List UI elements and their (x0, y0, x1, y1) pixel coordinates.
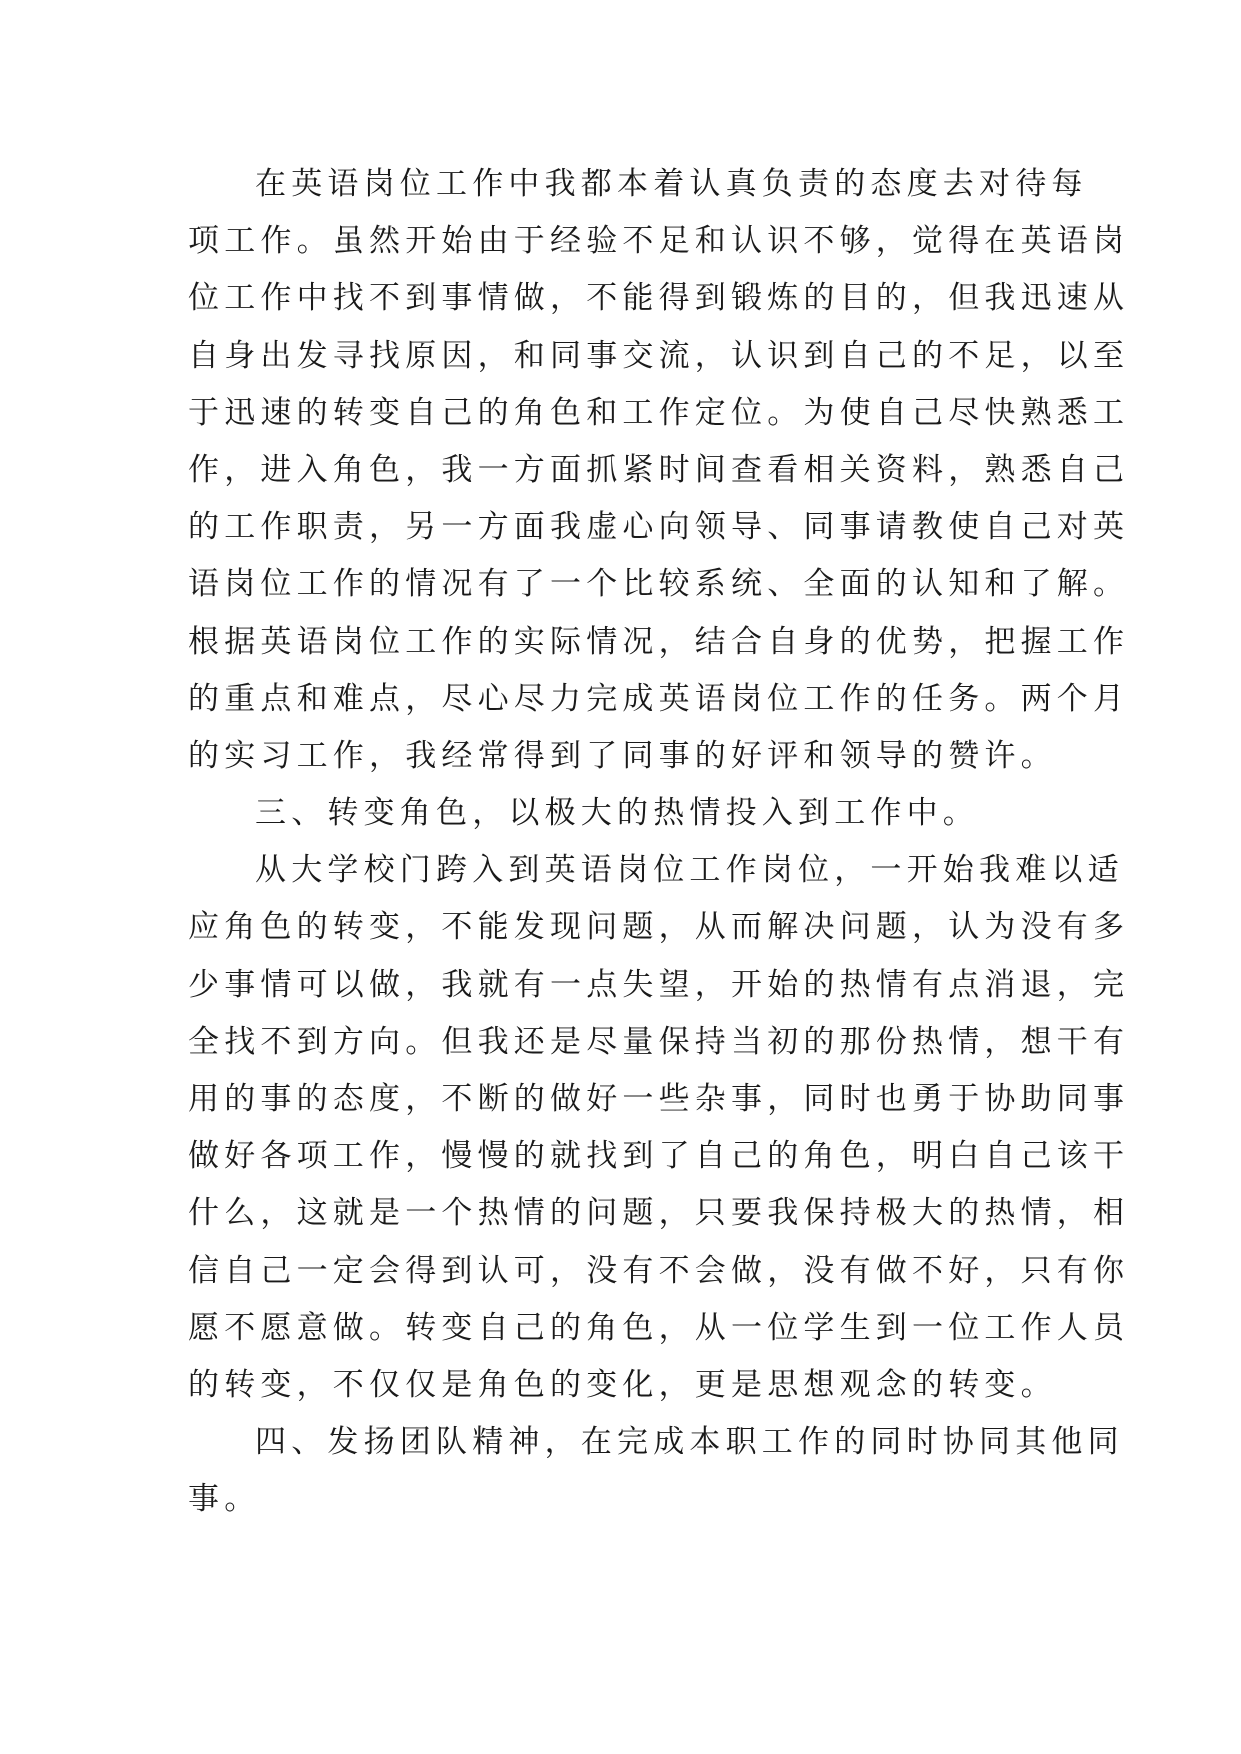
paragraph-line: 的转变，不仅仅是角色的变化，更是思想观念的转变。 (188, 1366, 1057, 1403)
paragraph-line: 少事情可以做，我就有一点失望，开始的热情有点消退，完 (188, 966, 1130, 1003)
paragraph-line: 于迅速的转变自己的角色和工作定位。为使自己尽快熟悉工 (188, 394, 1130, 431)
paragraph-line: 应角色的转变，不能发现问题，从而解决问题，认为没有多 (188, 909, 1130, 946)
paragraph-line: 位工作中找不到事情做，不能得到锻炼的目的，但我迅速从 (188, 280, 1130, 317)
paragraph-line: 自身出发寻找原因，和同事交流，认识到自己的不足，以至 (188, 337, 1130, 374)
document-body (188, 156, 1130, 1529)
paragraph-line: 什么，这就是一个热情的问题，只要我保持极大的热情，相 (188, 1195, 1130, 1232)
paragraph-line: 全找不到方向。但我还是尽量保持当初的那份热情，想干有 (188, 1023, 1130, 1060)
paragraph-line: 的重点和难点，尽心尽力完成英语岗位工作的任务。两个月 (188, 680, 1130, 717)
paragraph-line: 用的事的态度，不断的做好一些杂事，同时也勇于协助同事 (188, 1081, 1130, 1117)
paragraph-line: 愿不愿意做。转变自己的角色，从一位学生到一位工作人员 (188, 1309, 1130, 1346)
paragraph-line: 项工作。虽然开始由于经验不足和认识不够，觉得在英语岗 (188, 223, 1130, 260)
paragraph-line: 的工作职责，另一方面我虚心向领导、同事请教使自己对英 (188, 509, 1130, 546)
section-heading-4: 四、发扬团队精神，在完成本职工作的同时协同其他同 (255, 1424, 1124, 1461)
paragraph-line: 的实习工作，我经常得到了同事的好评和领导的赞许。 (188, 737, 1057, 774)
paragraph-line: 语岗位工作的情况有了一个比较系统、全面的认知和了解。 (188, 566, 1130, 603)
paragraph-line: 从大学校门跨入到英语岗位工作岗位，一开始我难以适 (255, 852, 1124, 889)
paragraph-line: 在英语岗位工作中我都本着认真负责的态度去对待每 (255, 166, 1088, 202)
paragraph-line: 根据英语岗位工作的实际情况，结合自身的优势，把握工作 (188, 623, 1130, 660)
section-heading-3: 三、转变角色，以极大的热情投入到工作中。 (255, 795, 979, 832)
paragraph-line: 做好各项工作，慢慢的就找到了自己的角色，明白自己该干 (188, 1138, 1130, 1175)
paragraph-line: 事。 (188, 1481, 261, 1518)
paragraph-line: 信自己一定会得到认可，没有不会做，没有做不好，只有你 (188, 1252, 1130, 1289)
paragraph-line: 作，进入角色，我一方面抓紧时间查看相关资料，熟悉自己 (188, 451, 1130, 488)
